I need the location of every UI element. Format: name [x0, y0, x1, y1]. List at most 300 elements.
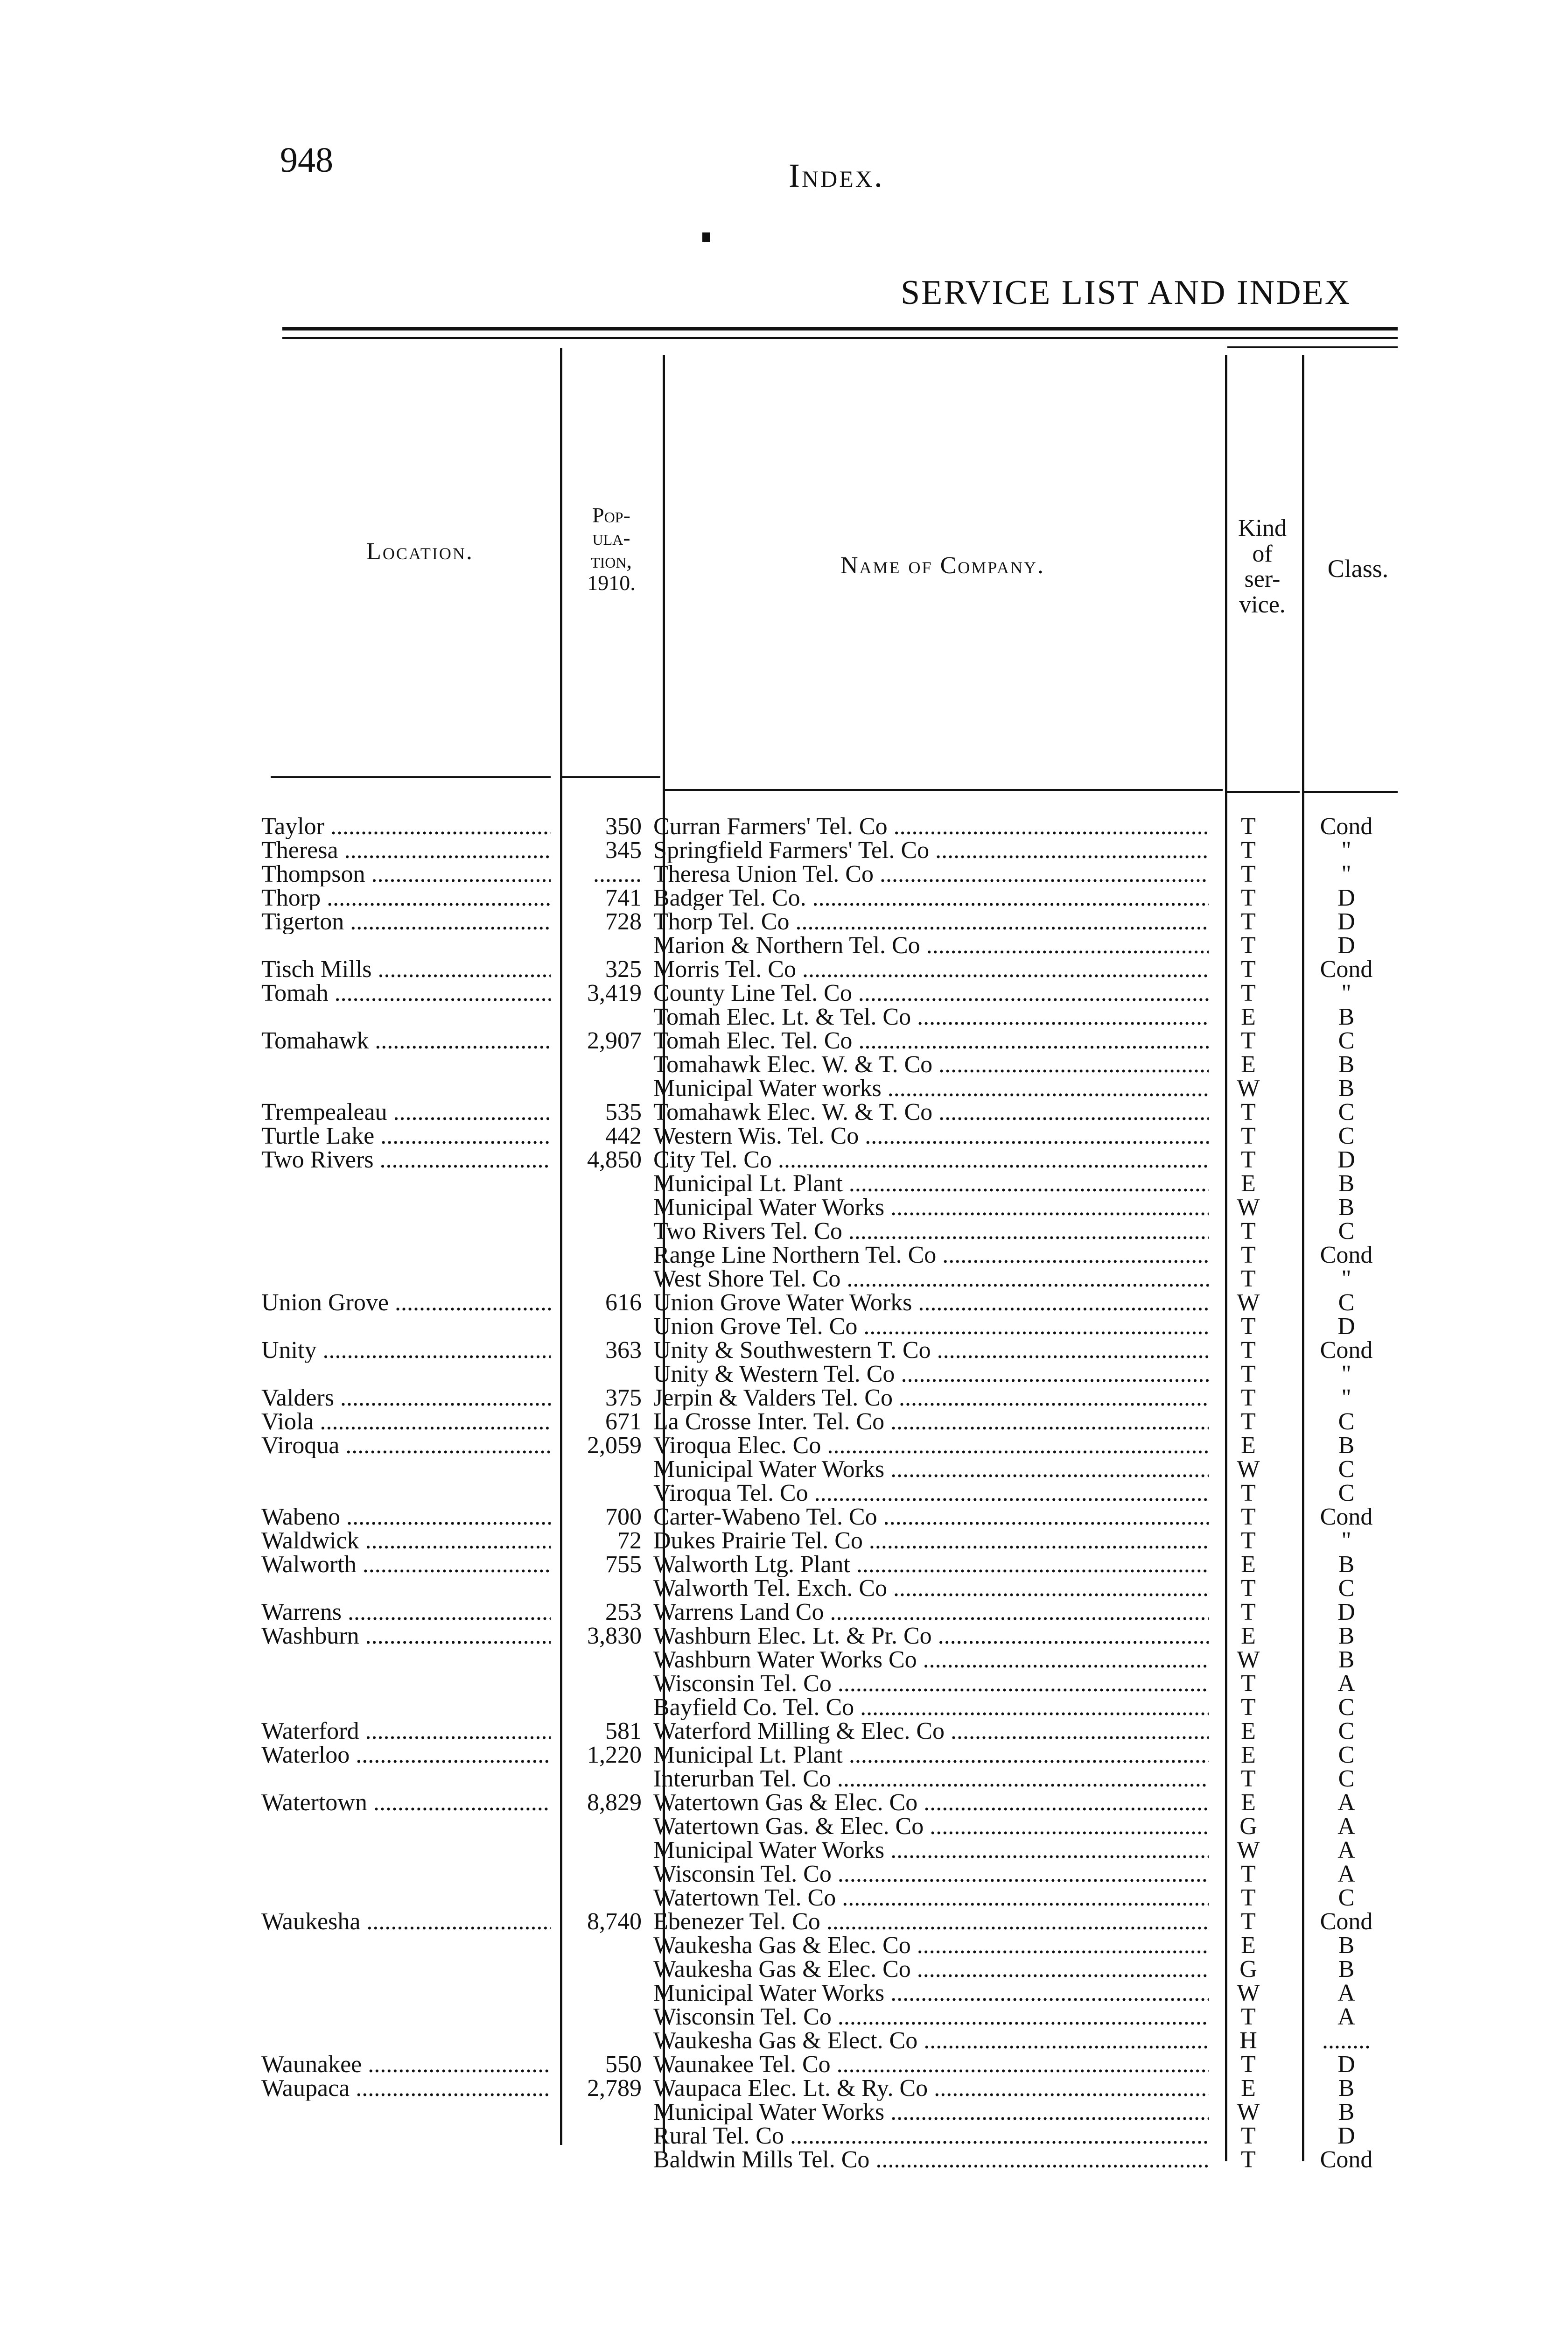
dot-leader	[917, 2029, 1209, 2053]
company-name-text: Badger Tel. Co.	[653, 886, 806, 910]
dot-leader	[928, 2076, 1209, 2101]
company-class	[1293, 1410, 1400, 1434]
company-name	[653, 1172, 1209, 1196]
location-name	[261, 1124, 551, 1148]
company-class-text: C	[1338, 1884, 1355, 1911]
company-class	[1293, 957, 1400, 982]
company-class-text: D	[1337, 1146, 1355, 1173]
dot-leader	[877, 1505, 1209, 1529]
location-name	[261, 1600, 551, 1624]
company-name-text: Waupaca Elec. Lt. & Ry. Co	[653, 2076, 928, 2101]
company-name-text: Union Grove Tel. Co	[653, 1315, 858, 1339]
service-kind-text: T	[1241, 1099, 1256, 1125]
company-name-text: Carter-Wabeno Tel. Co	[653, 1505, 877, 1529]
dot-leader	[932, 1053, 1209, 1077]
company-name	[653, 1576, 1209, 1601]
dot-leader	[372, 957, 551, 982]
company-class	[1293, 1148, 1400, 1172]
dot-leader	[369, 1029, 551, 1053]
location-population-text: 3,419	[587, 980, 642, 1006]
company-name	[653, 886, 1209, 910]
location-name	[261, 1029, 551, 1053]
header-location: Location.	[366, 538, 474, 565]
company-name-text: Unity & Western Tel. Co	[653, 1362, 895, 1386]
dot-leader	[932, 1624, 1209, 1648]
company-name	[653, 862, 1209, 886]
service-kind	[1220, 1553, 1276, 1577]
company-name-text: Watertown Gas. & Elec. Co	[653, 1814, 924, 1839]
service-kind-text: T	[1241, 980, 1256, 1006]
dot-leader	[842, 1219, 1209, 1244]
dot-leader	[772, 1148, 1209, 1172]
company-class-text: B	[1338, 1551, 1355, 1578]
location-name	[261, 1529, 551, 1553]
service-kind-text: T	[1241, 956, 1256, 983]
company-class	[1293, 934, 1400, 958]
service-kind	[1220, 1719, 1276, 1743]
location-name	[261, 2076, 551, 2101]
company-class	[1293, 1624, 1400, 1648]
company-name	[653, 1053, 1209, 1077]
company-name	[653, 1386, 1209, 1410]
dot-leader	[859, 1124, 1209, 1148]
location-name-text: Waupaca	[261, 2076, 350, 2101]
service-kind	[1220, 1672, 1276, 1696]
company-class	[1293, 1933, 1400, 1958]
company-class	[1293, 1529, 1400, 1553]
company-name	[653, 2100, 1209, 2124]
company-name-text: Theresa Union Tel. Co	[653, 862, 874, 886]
dot-leader	[840, 1267, 1209, 1291]
location-name-text: Waterford	[261, 1719, 359, 1743]
service-kind	[1220, 1814, 1276, 1839]
company-name	[653, 1648, 1209, 1672]
service-kind-text: T	[1241, 1146, 1256, 1173]
service-kind	[1220, 1267, 1276, 1291]
company-name-text: Municipal Water Works	[653, 1981, 885, 2005]
running-head: Index.	[789, 157, 884, 194]
service-kind-text: E	[1241, 1742, 1256, 1768]
dot-leader	[884, 1195, 1209, 1220]
service-kind-text: E	[1241, 1551, 1256, 1578]
company-name	[653, 1291, 1209, 1315]
location-population	[551, 1600, 642, 1624]
company-name	[653, 1100, 1209, 1125]
company-name-text: Waukesha Gas & Elec. Co	[653, 1933, 911, 1958]
dot-leader	[869, 2148, 1209, 2172]
service-kind-text: T	[1241, 1670, 1256, 1697]
company-name-text: La Crosse Inter. Tel. Co	[653, 1410, 885, 1434]
service-kind	[1220, 838, 1276, 863]
location-name-text: Walworth	[261, 1553, 357, 1577]
company-name-text: Two Rivers Tel. Co	[653, 1219, 842, 1244]
company-name	[653, 1529, 1209, 1553]
location-population-text: 350	[605, 813, 642, 840]
location-population	[551, 910, 642, 934]
company-name	[653, 1933, 1209, 1958]
service-kind	[1220, 815, 1276, 839]
service-kind-text: T	[1241, 1265, 1256, 1292]
company-name-text: West Shore Tel. Co	[653, 1267, 841, 1291]
service-kind	[1220, 1076, 1276, 1101]
dot-leader	[806, 886, 1209, 910]
dot-leader	[321, 886, 551, 910]
dot-leader	[359, 1529, 551, 1553]
dot-leader	[832, 1672, 1209, 1696]
company-class-text: B	[1338, 1194, 1355, 1221]
company-class	[1293, 1648, 1400, 1672]
location-population	[551, 838, 642, 863]
location-name	[261, 1505, 551, 1529]
company-class-text: C	[1338, 1456, 1355, 1483]
service-kind-text: T	[1241, 861, 1256, 887]
location-population-text: ........	[593, 861, 642, 887]
company-class	[1293, 1195, 1400, 1220]
section-title: SERVICE LIST AND INDEX	[901, 274, 1351, 312]
dot-leader	[342, 1600, 551, 1624]
location-population-text: 442	[605, 1123, 642, 1149]
location-population-text: 363	[605, 1337, 642, 1364]
company-class-text: Cond	[1320, 2146, 1373, 2173]
service-kind-text: E	[1241, 2075, 1256, 2102]
location-name-text: Viroqua	[261, 1434, 340, 1458]
location-name	[261, 1743, 551, 1767]
service-kind-text: T	[1241, 1361, 1256, 1387]
location-name-text: Tigerton	[261, 910, 344, 934]
service-kind	[1220, 1386, 1276, 1410]
company-name-text: Tomah Elec. Lt. & Tel. Co	[653, 1005, 911, 1029]
service-kind	[1220, 1576, 1276, 1601]
company-class-text: C	[1338, 1099, 1355, 1125]
location-population-text: 2,059	[587, 1432, 642, 1459]
service-kind	[1220, 1743, 1276, 1767]
company-class-text: D	[1337, 885, 1355, 911]
service-kind-text: T	[1241, 1385, 1256, 1411]
service-kind-text: W	[1237, 1194, 1260, 1221]
dot-leader	[850, 1553, 1209, 1577]
service-kind	[1220, 2100, 1276, 2124]
dot-leader	[936, 1243, 1209, 1267]
service-kind	[1220, 1172, 1276, 1196]
dot-leader	[808, 1481, 1209, 1505]
dot-leader	[945, 1719, 1209, 1743]
dot-leader	[389, 1291, 551, 1315]
location-name	[261, 2053, 551, 2077]
company-name	[653, 2029, 1209, 2053]
dot-leader	[932, 1100, 1209, 1125]
company-name-text: Washburn Water Works Co	[653, 1648, 917, 1672]
dot-leader	[324, 815, 551, 839]
service-kind	[1220, 1767, 1276, 1791]
service-kind-text: T	[1241, 1408, 1256, 1435]
location-population	[551, 1719, 642, 1743]
dot-leader	[888, 815, 1209, 839]
top-rule-thin	[282, 337, 1398, 339]
company-class-text: D	[1337, 1313, 1355, 1340]
service-kind-text: E	[1241, 1170, 1256, 1197]
location-name	[261, 1338, 551, 1363]
company-class-text: B	[1338, 1956, 1355, 1982]
location-population	[551, 1529, 642, 1553]
dot-leader	[831, 1767, 1209, 1791]
service-kind-text: E	[1241, 1004, 1256, 1030]
company-class-text: Cond	[1320, 956, 1373, 983]
service-kind-text: G	[1239, 1813, 1257, 1840]
company-class	[1293, 2076, 1400, 2101]
dot-leader	[843, 1743, 1209, 1767]
company-class	[1293, 2148, 1400, 2172]
service-kind-text: W	[1237, 1075, 1260, 1102]
service-kind	[1220, 1148, 1276, 1172]
dot-leader	[338, 838, 551, 863]
dot-leader	[884, 1410, 1209, 1434]
print-dot	[702, 232, 710, 242]
dot-leader	[387, 1100, 551, 1125]
dot-leader	[329, 981, 551, 1005]
location-name-text: Unity	[261, 1338, 317, 1363]
company-name	[653, 1362, 1209, 1386]
company-name-text: Wisconsin Tel. Co	[653, 1672, 832, 1696]
company-class-text: Cond	[1320, 1242, 1373, 1268]
company-class	[1293, 1362, 1400, 1386]
top-rule-short	[1227, 346, 1398, 348]
service-kind-text: T	[1241, 885, 1256, 911]
service-kind-text: H	[1239, 2027, 1257, 2054]
company-class-text: "	[1341, 980, 1351, 1006]
service-kind-text: E	[1241, 1789, 1256, 1816]
location-population	[551, 1910, 642, 1934]
company-name	[653, 838, 1209, 863]
company-name	[653, 1814, 1209, 1839]
company-name-text: Viroqua Elec. Co	[653, 1434, 821, 1458]
location-name	[261, 815, 551, 839]
dot-leader	[843, 1172, 1209, 1196]
dot-leader	[929, 838, 1209, 863]
location-name	[261, 1719, 551, 1743]
service-kind	[1220, 1838, 1276, 1863]
service-kind	[1220, 1957, 1276, 1982]
service-kind-text: T	[1241, 1242, 1256, 1268]
company-class	[1293, 1124, 1400, 1148]
company-class-text: D	[1337, 1599, 1355, 1625]
company-class-text: B	[1338, 1075, 1355, 1102]
location-population	[551, 1029, 642, 1053]
company-class	[1293, 910, 1400, 934]
company-class-text: B	[1338, 1646, 1355, 1673]
company-class-text: A	[1337, 1837, 1355, 1863]
company-name-text: Unity & Southwestern T. Co	[653, 1338, 931, 1363]
service-kind-text: T	[1241, 1765, 1256, 1792]
company-name-text: Washburn Elec. Lt. & Pr. Co	[653, 1624, 932, 1648]
page-number: 948	[280, 141, 333, 180]
location-name-text: Waukesha	[261, 1910, 361, 1934]
company-class	[1293, 1434, 1400, 1458]
header-class: Class.	[1327, 555, 1389, 583]
company-class	[1293, 1576, 1400, 1601]
location-name-text: Thompson	[261, 862, 365, 886]
company-name	[653, 2124, 1209, 2148]
company-class	[1293, 886, 1400, 910]
company-name	[653, 1719, 1209, 1743]
service-kind-text: W	[1237, 1980, 1260, 2006]
location-name	[261, 957, 551, 982]
company-class-text: B	[1338, 1051, 1355, 1078]
dot-leader	[784, 2124, 1209, 2148]
location-population-text: 253	[605, 1599, 642, 1625]
service-kind-text: T	[1241, 837, 1256, 864]
company-name-text: Thorp Tel. Co	[653, 910, 790, 934]
company-class	[1293, 2100, 1400, 2124]
company-name-text: Interurban Tel. Co	[653, 1767, 831, 1791]
company-class	[1293, 1695, 1400, 1720]
location-name	[261, 886, 551, 910]
service-kind-text: T	[1241, 932, 1256, 959]
location-name-text: Turtle Lake	[261, 1124, 375, 1148]
dot-leader	[365, 862, 551, 886]
location-name-text: Tomah	[261, 981, 329, 1005]
company-name-text: Union Grove Water Works	[653, 1291, 912, 1315]
location-name-text: Tisch Mills	[261, 957, 372, 982]
location-population-text: 375	[605, 1385, 642, 1411]
company-name	[653, 2076, 1209, 2101]
location-name-text: Wabeno	[261, 1505, 341, 1529]
location-population	[551, 1434, 642, 1458]
company-class-text: "	[1341, 861, 1351, 887]
service-kind-text: E	[1241, 1432, 1256, 1459]
company-name-text: Range Line Northern Tel. Co	[653, 1243, 937, 1267]
company-name	[653, 815, 1209, 839]
dot-leader	[836, 1886, 1209, 1910]
company-class-text: ........	[1322, 2027, 1371, 2054]
location-name	[261, 1148, 551, 1172]
location-population-text: 535	[605, 1099, 642, 1125]
location-name	[261, 910, 551, 934]
company-name	[653, 1219, 1209, 1244]
company-class-text: C	[1338, 1408, 1355, 1435]
location-name-text: Trempealeau	[261, 1100, 387, 1125]
company-class	[1293, 1862, 1400, 1886]
location-population	[551, 1338, 642, 1363]
dot-leader	[884, 1981, 1209, 2005]
company-name	[653, 934, 1209, 958]
dot-leader	[359, 1624, 551, 1648]
company-class-text: "	[1341, 837, 1351, 864]
service-kind-text: T	[1241, 1861, 1256, 1887]
service-kind	[1220, 934, 1276, 958]
location-name-text: Union Grove	[261, 1291, 389, 1315]
dot-leader	[920, 934, 1209, 958]
dot-leader	[924, 1814, 1209, 1839]
location-name	[261, 1910, 551, 1934]
company-name	[653, 1457, 1209, 1482]
company-class-text: C	[1338, 1694, 1355, 1721]
company-name-text: Municipal Water Works	[653, 1195, 885, 1220]
location-name	[261, 1791, 551, 1815]
company-class-text: D	[1337, 2123, 1355, 2149]
company-name-text: County Line Tel. Co	[653, 981, 852, 1005]
dot-leader	[857, 1315, 1209, 1339]
service-kind-text: T	[1241, 813, 1256, 840]
company-name-text: Waterford Milling & Elec. Co	[653, 1719, 945, 1743]
location-population	[551, 2053, 642, 2077]
location-name-text: Viola	[261, 1410, 314, 1434]
location-population-text: 2,907	[587, 1027, 642, 1054]
company-class-text: A	[1337, 1813, 1355, 1840]
service-kind-text: T	[1241, 2051, 1256, 2078]
service-kind	[1220, 1219, 1276, 1244]
company-class-text: Cond	[1320, 813, 1373, 840]
company-name	[653, 1767, 1209, 1791]
service-kind-text: T	[1241, 908, 1256, 935]
company-name	[653, 1338, 1209, 1363]
top-rule	[282, 327, 1398, 330]
company-name-text: Ebenezer Tel. Co	[653, 1910, 820, 1934]
location-name-text: Tomahawk	[261, 1029, 369, 1053]
dot-leader	[373, 1148, 551, 1172]
dot-leader	[863, 1529, 1209, 1553]
service-kind	[1220, 1434, 1276, 1458]
company-class-text: B	[1338, 1170, 1355, 1197]
dot-leader	[852, 981, 1209, 1005]
dot-leader	[824, 1600, 1209, 1624]
location-population	[551, 957, 642, 982]
dot-leader	[884, 1457, 1209, 1482]
service-kind-text: T	[1241, 1694, 1256, 1721]
company-class	[1293, 1957, 1400, 1982]
location-name	[261, 1410, 551, 1434]
service-kind-text: G	[1239, 1956, 1257, 1982]
company-class-text: B	[1338, 1623, 1355, 1649]
company-name-text: Municipal Lt. Plant	[653, 1172, 843, 1196]
service-kind	[1220, 1315, 1276, 1339]
service-kind	[1220, 2029, 1276, 2053]
company-name-text: Municipal Water Works	[653, 2100, 885, 2124]
company-name	[653, 1910, 1209, 1934]
location-name-text: Taylor	[261, 815, 324, 839]
dot-leader	[911, 1957, 1209, 1982]
dot-leader	[874, 862, 1209, 886]
company-name	[653, 1957, 1209, 1982]
company-class	[1293, 1719, 1400, 1743]
location-population	[551, 1124, 642, 1148]
company-name	[653, 1672, 1209, 1696]
service-kind-text: W	[1237, 1456, 1260, 1483]
company-class-text: D	[1337, 932, 1355, 959]
service-kind-text: E	[1241, 1051, 1256, 1078]
dot-leader	[917, 1791, 1209, 1815]
service-kind-text: E	[1241, 1718, 1256, 1744]
location-name	[261, 1434, 551, 1458]
service-kind-text: T	[1241, 1575, 1256, 1602]
company-class-text: C	[1338, 1742, 1355, 1768]
company-class-text: B	[1338, 1932, 1355, 1959]
location-name-text: Two Rivers	[261, 1148, 374, 1172]
company-class-text: D	[1337, 2051, 1355, 2078]
company-class-text: A	[1337, 2004, 1355, 2030]
company-name	[653, 1553, 1209, 1577]
company-name	[653, 1434, 1209, 1458]
company-class-text: "	[1341, 1527, 1351, 1554]
service-kind-text: T	[1241, 1313, 1256, 1340]
dot-leader	[911, 1933, 1209, 1958]
service-kind	[1220, 1053, 1276, 1077]
company-name-text: Marion & Northern Tel. Co	[653, 934, 920, 958]
service-kind	[1220, 1862, 1276, 1886]
company-name	[653, 2148, 1209, 2172]
location-population-text: 1,220	[587, 1742, 642, 1768]
service-kind-text: E	[1241, 1932, 1256, 1959]
company-class	[1293, 1814, 1400, 1839]
